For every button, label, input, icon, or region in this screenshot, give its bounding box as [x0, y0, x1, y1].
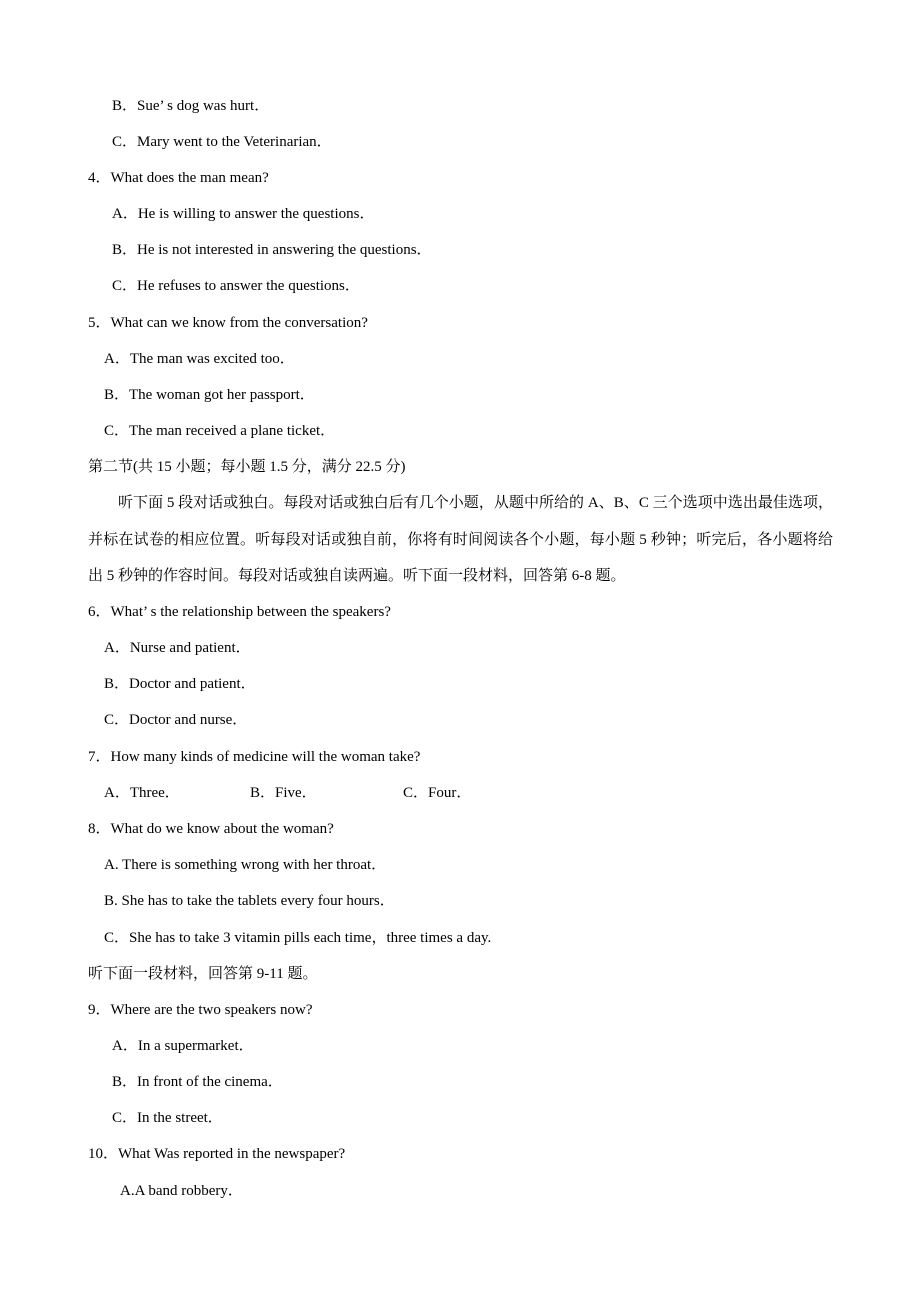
q6-option-b: B．Doctor and patient． — [104, 676, 256, 692]
q9-question: 9．Where are the two speakers now? — [88, 1002, 313, 1018]
q4-option-a: A．He is willing to answer the questions． — [112, 206, 375, 222]
q8-question: 8．What do we know about the woman? — [88, 821, 334, 837]
q4-option-c: C．He refuses to answer the questions． — [112, 278, 360, 294]
q3-option-c: C．Mary went to the Veterinarian． — [112, 134, 332, 150]
q9-option-b: B．In front of the cinema． — [112, 1074, 283, 1090]
q6-option-a: A．Nurse and patient． — [104, 640, 251, 656]
q5-question: 5．What can we know from the conversation? — [88, 315, 368, 331]
q7-question: 7．How many kinds of medicine will the woman take? — [88, 749, 421, 765]
q5-option-a: A．The man was excited too． — [104, 351, 295, 367]
q4-option-b: B．He is not interested in answering the questions． — [112, 242, 432, 258]
section-two-instruction: 听下面 5 段对话或独白。每段对话或独白后有几个小题，从题中所给的 A、B、C 三个选项中选出最佳选项，并标在试卷的相应位置。听每段对话或独自前，你将有时间阅读各个小题，每小题 5 秒钟；听完后，各小题将给出 5 秒钟的作容时间。每段对话或独自读两遍。听下面一段材料，回答第 6-8 题。 — [88, 495, 833, 584]
q8-option-c: C．She has to take 3 vitamin pills each time，three times a day. — [104, 930, 492, 946]
q6-option-c: C．Doctor and nurse． — [104, 712, 248, 728]
q4-question: 4．What does the man mean? — [88, 170, 269, 186]
q7-option-b: B．Five． — [250, 785, 317, 801]
q7-option-a: A．Three． — [104, 785, 180, 801]
q5-option-c: C．The man received a plane ticket． — [104, 423, 336, 439]
q5-option-b: B．The woman got her passport． — [104, 387, 315, 403]
q9-option-c: C．In the street． — [112, 1110, 223, 1126]
material-instruction: 听下面一段材料，回答第 9-11 题。 — [88, 966, 318, 982]
q10-question: 10．What Was reported in the newspaper? — [88, 1146, 346, 1162]
q6-question: 6．What’ s the relationship between the speakers? — [88, 604, 391, 620]
section-two-heading: 第二节(共 15 小题；每小题 1.5 分，满分 22.5 分) — [88, 459, 406, 475]
q3-option-b: B．Sue’ s dog was hurt． — [112, 98, 270, 114]
q9-option-a: A．In a supermarket． — [112, 1038, 254, 1054]
q10-option-a: A.A band robbery． — [120, 1183, 243, 1199]
q7-option-c: C．Four． — [403, 785, 472, 801]
q8-option-a: A. There is something wrong with her throat． — [104, 857, 387, 873]
q8-option-b: B. She has to take the tablets every four hours． — [104, 893, 395, 909]
q7-options-row — [0, 783, 920, 803]
